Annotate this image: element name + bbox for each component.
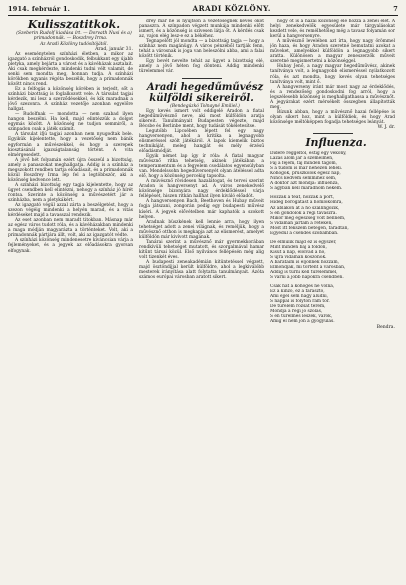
paragraph: A művésznő rövidesen hazalátogat, és tervei szerint Aradon is hangversenyt ad. A város zenekedvelő közönsége bizonyára nagy érdeklődéssel várja fellépését, hiszen ritkán hallhat ilyen kiváló előadót. (139, 179, 264, 200)
article-body (139, 109, 264, 281)
paragraph: A hangversenyen Bach, Beethoven és Hubay műveit fogja játszani, zongorán pedig egy budapesti művész kíséri. A jegyek elővételben már kaphatók a szokott helyen. (139, 199, 264, 220)
poem-line: S vidáman jártam a réteken, (270, 220, 333, 226)
column-3 (270, 19, 395, 585)
poem-line: Mikor még egészség volt bennem, (270, 215, 346, 221)
poem-line: Fáj a fejem, fáj minden tagom, (270, 161, 337, 167)
paragraph: Az eseménytelen színházi életben, a mikor az igazgató a színházról gondoskodik, felbukkant egy újabb pletyka, amely bejárta a várost és a kávéházak asztalait. Aki csak megkérdezte, mindenki tudni vélt valamit, de senki sem mondta meg, honnan tudja. A színházi körökben ugyanis régóta beszélik, hogy a primadonnák között nincs rend. (8, 51, 133, 87)
poem-body (270, 151, 395, 325)
poem-line: De elmúlik majd ez is egyszer, (270, 239, 337, 245)
issue-date: 1914. február 1. (8, 5, 71, 13)
poem-line: Lázas álom jár a szemeimen, (270, 156, 334, 162)
poem-line: Ami éjjel sem hagy aludni, (270, 294, 329, 300)
article-dateline: Arad, január 31. (95, 46, 133, 52)
article-continuation (270, 19, 395, 125)
article-continuation (139, 19, 264, 75)
paragraph: Egy kevés ismert volt eddigelé Aradon a fiatal hegedűművésznő neve, aki most külföldön aratja sikereit. Tanulmányait Budapesten végezte, majd Bécsbe és Berlinbe ment, hogy tudását tökéletesítse. (139, 108, 264, 129)
poem-line: A doktor azt mondja: influenza, (270, 181, 339, 187)
poem-line: Csak hát a köhögés ne volna, (270, 284, 335, 290)
poem-line: S ágyban kell maradnom nekem. (270, 186, 343, 192)
paragraph: Ez a felfogás a közönség körében is terjedt, sőt a színházi bizottság is foglalkozott vele. A társulat tagjai kérdezik, mi lesz a szerződésekkel, és kik maradnak a jövő szezonra. A színház vezetője azonban egyelőre hallgat. (8, 87, 133, 113)
poem-line: De türelem rózsát terem, (270, 304, 326, 310)
paragraph: A hangverseny iránt már most nagy az érdeklődés, és a rendezőség gondoskodni fog arról, hogy a legszélesebb közönség is meghallgathassa a művésznőt. A jegyárakat ezért mérsékelt összegben állapították meg. (270, 84, 395, 110)
article-body (8, 52, 133, 254)
newspaper-title: ARADI KÖZLÖNY. (192, 4, 271, 13)
article-columns (8, 19, 398, 585)
paragraph: Bízunk abban, hogy a művésznő hazai fellépése is olyan sikert hoz, mint a külföldiek, és hogy Arad közönsége méltóképpen fogadja tehetséges leányát. (270, 109, 395, 125)
column-2 (139, 19, 264, 585)
paragraph: Egyik német lap így ír róla: A fiatal magyar művésznő ritka tehetség, akinek játékában a temperamentum és a fegyelem csodálatos egyensúlyban van. Mendelssohn hegedűversenyét olyan átéléssel adta elő, hogy a közönség percekig tapsolta. (139, 153, 264, 180)
article-signature: W. J. dr. (377, 124, 395, 130)
masthead (8, 4, 398, 16)
paragraph: Tanárai szerint a művésznő már gyermekkorában rendkívüli tehetséget mutatott, és szorgalmával hamar kitűnt társai közül. Első nyilvános fellépésén még alig volt tizenkét éves. (139, 239, 264, 260)
poem-line: Mint minden baj a földön, (270, 244, 327, 250)
paragraph: drey már ne is nyújtson a vezetőségnek kevés okot panaszra. A színpadon végzett munkája mindenki előtt ismert, és a közönség is szívesen látja őt. A kérdés csak az, vajon elég lesz-e ez a békéhez. (139, 19, 264, 40)
paragraph: A társulat ifjú tagjai azonban nem nyugodtak bele. Egyikük kijelentette, hogy a vezetőség nem bánik egyformán a művészekkel, és hogy a szerepek kiosztásánál igazságtalanság történt. A vita elmérgesedett. (8, 132, 133, 158)
poem-line: S én türelmes leszek, várok, (270, 314, 333, 320)
poem-line: S én gondolok a régi tavaszra. (270, 210, 337, 216)
paragraph: A művésznő levelében azt írta, hogy nagy örömmel jön haza, és hogy Aradon szeretné bemutatni azokat a műveket, amelyekkel külföldön a legnagyobb sikert aratta. Különösen a magyar zeneszerzők műveit szeretné megismertetni a közönséggel. (270, 39, 395, 65)
poem-line: Addig is tűrni kell türelemmel, (270, 270, 338, 276)
article-source: (Bendegúzkó Tolnayné Emiliel.) (170, 103, 240, 109)
poem-line: Amíg el nem jön a gyógyulás. (270, 319, 335, 325)
article-title-kulisszatitkok: Kulisszatitkok. (27, 19, 121, 31)
paragraph: Hubay Jenő, a nagy magyar hegedűművész, akinek tanítványa volt, a legnagyobb elismeréssel nyilatkozott róla, és azt mondta, hogy kevés olyan tehetséges tanítványa volt, mint ő. (270, 64, 395, 85)
paragraph: Az igazgató végül azzal zárta a beszélgetést, hogy a szezon végéig mindenki a helyén marad, és a vitás kérdéseket majd a tavasszal rendezik. (8, 203, 133, 219)
poem-line: Kisüt a nap, elolvad a hó, (270, 249, 326, 255)
poem-line: Most itt fekszem betegen, fáradtan, (270, 225, 349, 231)
poem-line: Az ablakon át a hó szállingózik, (270, 205, 340, 211)
paragraph: Legutóbb Lipcsében lépett fel egy nagy hangversenyen, ahol a kritika a legnagyobb elismeréssel szólt játékáról. A lapok kiemelik biztos technikáját, meleg hangját és mély érzésű előadásmódját. (139, 128, 264, 154)
paragraph: Aradnak büszkének kell lennie arra, hogy ilyen tehetséget adott a zenei világnak, és reméljük, hogy a művésznő otthon is megkapja azt az elismerést, amelyet külföldön már kivívott magának. (139, 219, 264, 240)
poem-line: Egyedül a csendes szobámban. (270, 230, 339, 236)
page-number: 7 (393, 5, 398, 13)
poem-line: S várni a jobb napokra csendben. (270, 275, 344, 281)
poem-line: Hideg borogatást a homlokomra, (270, 200, 343, 206)
section-divider (182, 78, 222, 79)
poem-line: S újra vidáman köszönök. (270, 254, 327, 260)
paragraph: A színházi bizottság egy tagja kijelentette, hogy az ügyet csendben kell elintézni, nehogy a színház jó hírét rontsa. Szerinte a közönség a művészetért jár a színházba, nem a pletykákért. (8, 182, 133, 204)
column-1 (8, 19, 133, 585)
paragraph: Egy bevét nevelte tehát az ügyet a bizottság elé, amely a jövő héten fog dönteni. Addig mindenki türelemmel vár. (139, 59, 264, 75)
poem-title: Influenza. (305, 136, 367, 150)
paragraph: A budapesti zeneakadémián kitüntetéssel végzett, majd ösztöndíjjal került külföldre, ahol a legkiválóbb mesterek irányítása alatt folytatta tanulmányait. Azóta számos európai városban aratott sikert. (139, 259, 264, 281)
paragraph: — Rudolfnak — mondotta — nem szabad ilyen hangon beszélni. Ha kell, majd elintézzük a dolgot egymás között. A közönség ne tudjon semmiről, a színpadon csak a játék számít. (8, 112, 133, 133)
poem-line: A barátaim is eljönnek hozzám, (270, 259, 339, 265)
paragraph: A színházi közönség mindenesetre kíváncsian várja a fejleményeket, és a jegyek az előadásokra gyorsan elfogynak. (8, 238, 133, 254)
article-title-hegeduművesz: Aradi hegedűművész külföldi sikereiről. (146, 81, 264, 104)
poem-line: Hozzák a teát, hozzák a port, (270, 195, 335, 201)
paragraph: Tegnapelőtt jól mondta — a bizottság tagja — hogy a színház nem magánügy. A város pénzéből tartják fenn, tehát a városnak is joga van beleszólni abba, ami a falai között történik. (139, 39, 264, 60)
poem-line: Didere reggeltől, estig egy vékony, (270, 151, 347, 157)
poem-line: Ez a kínzó, ez a fárasztó, (270, 289, 325, 295)
poem-line: Elmondják, mi történt a városban, (270, 265, 346, 271)
poem-line: Nincs kedvem semmihez sem, (270, 176, 337, 182)
poem-line: Köhögök, prüszkölök egész nap, (270, 171, 341, 177)
poem-line: Mondja a régi jó szólás, (270, 309, 323, 315)
paragraph: hogy őt is a hazai közönség elé hozza a zenei élet. A helyi zenekedvelők egyesülete már tárgyalásokat kezdett vele, és remélhetőleg még a tavasz folyamán sor kerül a hangversenyre. (270, 19, 395, 40)
article-subtitle: (Szeberin Rudolf kiadása írt. — Dorvath Nusi és a) primadonnák. — Boszdrey Irma. (16, 31, 132, 42)
poem-signature: Bendra. (376, 324, 395, 330)
paragraph: A jövő hét folyamán ezért újra összeül a bizottság, amely a panaszokat meghallgatja. Addig is a színház a megszokott rendben tartja előadásait, és a primadonnák közül Boszdrey Irma lép fel a legtöbbször, aki a közönség kedvence lett. (8, 157, 133, 183)
section-divider (313, 133, 353, 134)
poem-line: S nappal is folyton rám tör. (270, 299, 330, 305)
article-source: Az Aradi Közlöny tudósítójától. (40, 41, 108, 47)
poem-line: S a tüdőm is már nehezen leheli. (270, 166, 343, 172)
paragraph: Az eset azonban nem maradt titokban. Másnap már az egész város tudott róla, és a kávéházakban mindenki a maga módján magyarázta a történteket. Volt, aki a primadonnák pártjára állt, volt, aki az igazgatót védte. (8, 218, 133, 239)
